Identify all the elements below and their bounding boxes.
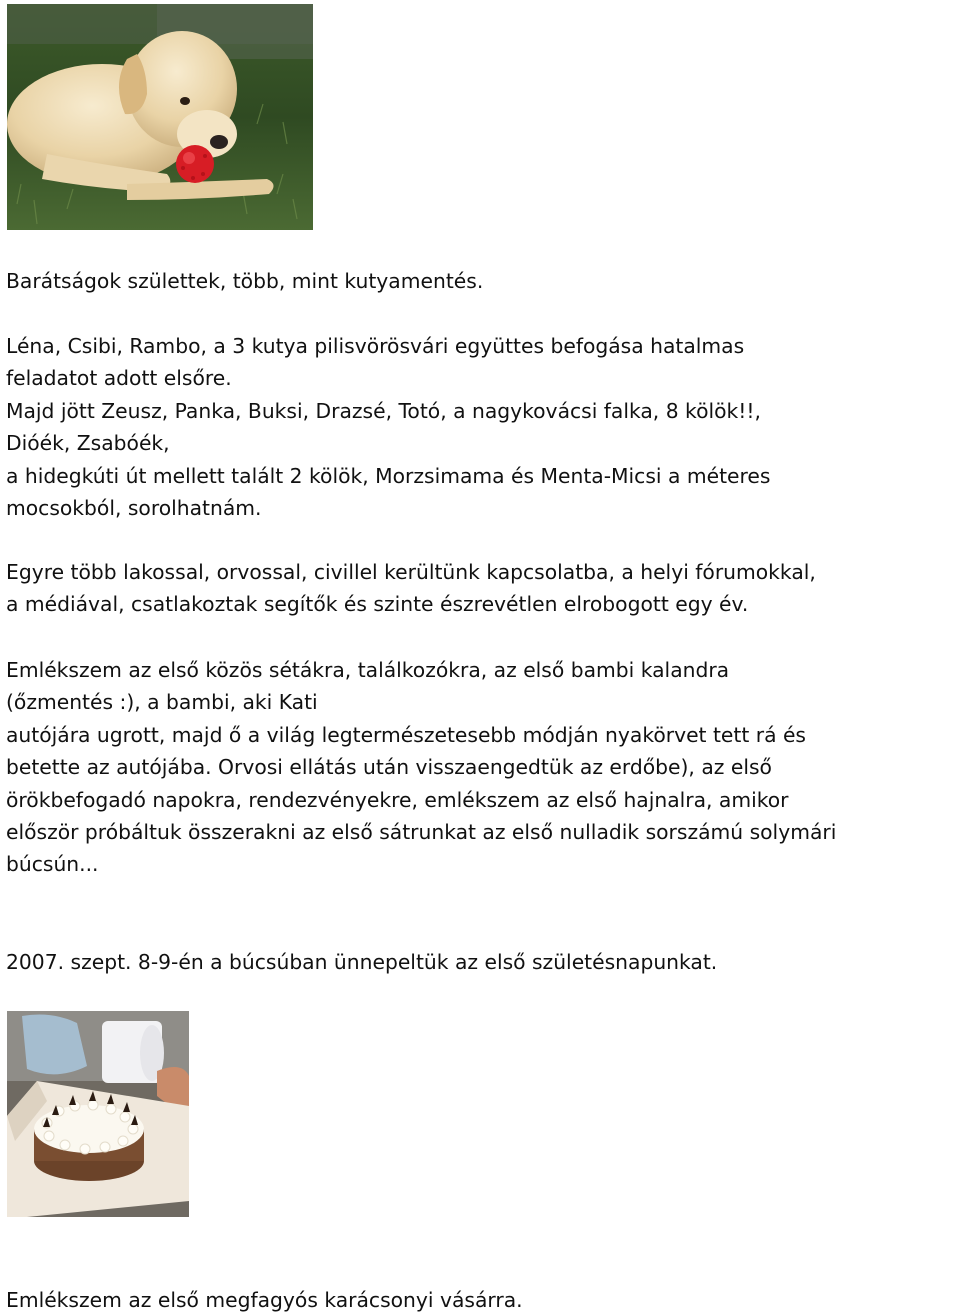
text-line: Emlékszem az első közös sétákra, találkozókra, az első bambi kalandra	[6, 658, 730, 682]
rescued-dogs-paragraph	[6, 330, 960, 524]
text-line: autójára ugrott, majd ő a világ legtermészetesebb módján nyakörvet tett rá és	[6, 722, 806, 747]
text-line: örökbefogadó napokra, rendezvényekre, emlékszem az első hajnalra, amikor	[6, 787, 789, 812]
text-line: Barátságok születtek, több, mint kutyamentés.	[6, 269, 484, 293]
dog-photo-illustration	[7, 4, 313, 230]
text-line: 2007. szept. 8-9-én a búcsúban ünnepeltük az első születésnapunkat.	[6, 950, 718, 974]
birthday-cake-photo	[7, 1011, 189, 1217]
cake-photo-illustration	[7, 1011, 189, 1217]
text-line: búcsún...	[6, 852, 99, 877]
contacts-paragraph	[6, 556, 960, 621]
text-line: mocsokból, sorolhatnám.	[6, 496, 262, 521]
memories-paragraph	[6, 654, 960, 881]
text-line: Egyre több lakossal, orvossal, civillel kerültünk kapcsolatba, a helyi fórumokkal,	[6, 560, 816, 584]
birthday-paragraph	[6, 946, 960, 978]
text-line: Dióék, Zsabóék,	[6, 431, 170, 456]
dog-with-ball-photo	[7, 4, 313, 230]
text-line: Léna, Csibi, Rambo, a 3 kutya pilisvörösvári együttes befogása hatalmas	[6, 334, 745, 358]
text-line: a hidegkúti út mellett talált 2 kölök, Morzsimama és Menta-Micsi a méteres	[6, 463, 771, 488]
text-line: feladatot adott elsőre.	[6, 366, 232, 391]
text-line: (őzmentés :), a bambi, aki Kati	[6, 690, 318, 715]
text-line: Emlékszem az első megfagyós karácsonyi vásárra.	[6, 1288, 523, 1312]
text-line: Majd jött Zeusz, Panka, Buksi, Drazsé, Totó, a nagykovácsi falka, 8 kölök!!,	[6, 398, 761, 423]
friendships-paragraph	[6, 265, 960, 297]
text-line: először próbáltuk összerakni az első sátrunkat az első nulladik sorszámú solymári	[6, 820, 837, 845]
text-line: betette az autójába. Orvosi ellátás után visszaengedtük az erdőbe), az első	[6, 755, 772, 780]
christmas-market-paragraph	[6, 1284, 960, 1316]
text-line: a médiával, csatlakoztak segítők és szinte észrevétlen elrobogott egy év.	[6, 592, 749, 617]
